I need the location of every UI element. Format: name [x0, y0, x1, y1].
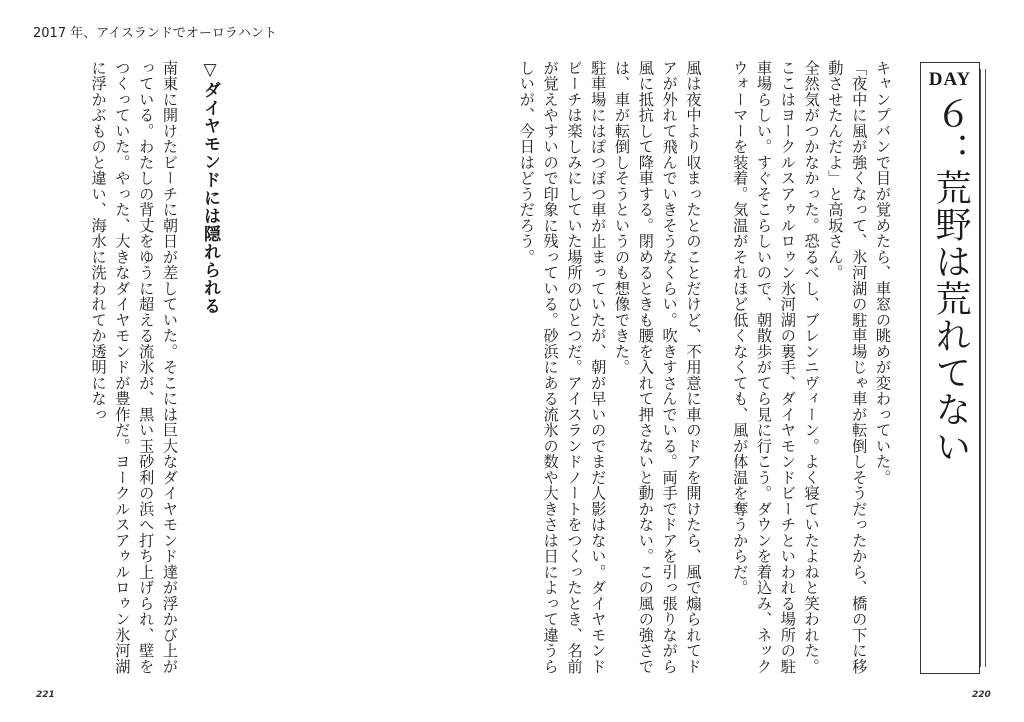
chapter-title: ６：荒野は荒れてない	[930, 95, 971, 465]
chapter-title-box	[920, 62, 980, 674]
running-head: 2017 年、アイスランドでオーロラハント	[33, 26, 277, 41]
left-page-body	[55, 60, 223, 680]
section-heading: ▽ダイヤモンドには隠れられる	[200, 60, 220, 315]
paragraph: 南東に開けたビーチに朝日が差していた。そこには巨大なダイヤモンド達が浮かび上がっている。わたしの背丈をゆうに超える流氷が、黒い玉砂利の浜へ打ち上げられ、壁をつくっていた。やった、大きなダイヤモンドが豊作だ。ヨークルスアゥルロゥン氷河湖に浮かぶものと違い、海水に洗われてか透明になっ	[89, 60, 179, 675]
right-page-body	[282, 60, 894, 680]
page-number-right: 220	[972, 690, 991, 700]
paragraph: 全然気がつかなかった。恐るべし、ブレンニヴィーン。よく寝ていたよねと笑われた。ここはヨークルスアゥルロゥン氷河湖の裏手、ダイヤモンドビーチといわれる場所の駐車場らしい。すぐそこらしいので、朝散歩がてら見に行こう。ダウンを着込み、ネックウォーマーを装着。気温がそれほど低くなくても、風が体温を奪うからだ。	[731, 60, 821, 675]
paragraph: 「夜中に風が強くなって、氷河湖の駐車場じゃ車が転倒しそうだったから、橋の下に移動させたんだよ」と高坂さん。	[826, 60, 869, 675]
day-label: DAY	[928, 69, 972, 90]
paragraph: 風は夜中より収まったとのことだけど、不用意に車のドアを開けたら、風で煽られてドアが外れて飛んでいきそうなくらい。吹きすさんでいる。両手でドアを引っ張りながら風に抵抗して降車する。閉めるときも腰を入れて押さないと動かない。この風の強さでは、車が転倒しそうというのも想像できた。	[613, 60, 703, 675]
paragraph: キャンプバンで目が覚めたら、車窓の眺めが変わっていた。	[874, 60, 892, 486]
page-number-left: 221	[36, 690, 55, 700]
paragraph: 駐車場にはぽつぽつ車が止まっていたが、朝が早いのでまだ人影はない。ダイヤモンドビーチは楽しみにしていた場所のひとつだ。アイスランドノートをつくったとき、名前が覚えやすいので印象に残っている。砂浜にある流氷の数や大きさは日によって違うらしいが、今日はどうだろう。	[517, 60, 608, 675]
